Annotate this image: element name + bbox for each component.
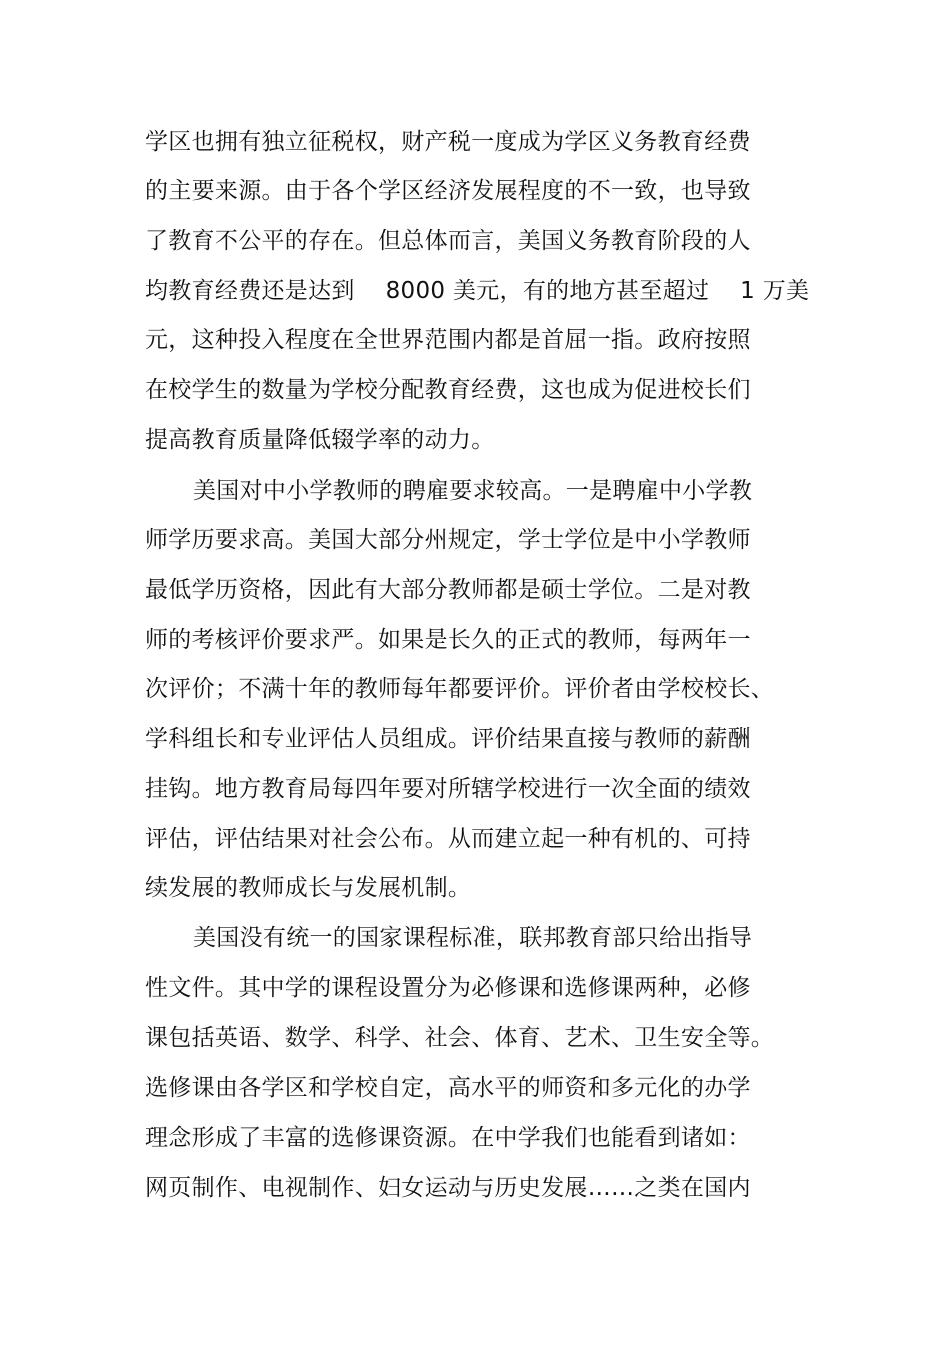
text-line: 元，这种投入程度在全世界范围内都是首屈一指。政府按照 [145, 327, 751, 353]
text-line: 师的考核评价要求严。如果是长久的正式的教师，每两年一 [145, 627, 751, 653]
text-line: 提高教育质量降低辍学率的动力。 [145, 427, 495, 453]
text-line: 评估，评估结果对社会公布。从而建立起一种有机的、可持 [145, 826, 751, 852]
text-line: 的主要来源。由于各个学区经济发展程度的不一致，也导致 [145, 178, 751, 204]
text-line: 最低学历资格，因此有大部分教师都是硕士学位。二是对教 [145, 577, 751, 603]
paragraph-start-line: 美国没有统一的国家课程标准，联邦教育部只给出指导 [193, 925, 753, 951]
text-line: 课包括英语、数学、科学、社会、体育、艺术、卫生安全等。 [145, 1025, 775, 1051]
text-line: 挂钩。地方教育局每四年要对所辖学校进行一次全面的绩效 [145, 776, 751, 802]
text-line: 理念形成了丰富的选修课资源。在中学我们也能看到诸如： [145, 1125, 751, 1151]
text-line: 学区也拥有独立征税权，财产税一度成为学区义务教育经费 [145, 129, 751, 155]
text-line: 续发展的教师成长与发展机制。 [145, 875, 472, 901]
text-line: 学科组长和专业评估人员组成。评价结果直接与教师的薪酬 [145, 726, 751, 752]
text-line: 均教育经费还是达到 8000 美元，有的地方甚至超过 1 万美 [145, 278, 810, 304]
text-line: 性文件。其中学的课程设置分为必修课和选修课两种，必修 [145, 975, 751, 1001]
text-line: 网页制作、电视制作、妇女运动与历史发展……之类在国内 [145, 1175, 751, 1201]
paragraph-start-line: 美国对中小学教师的聘雇要求较高。一是聘雇中小学教 [193, 478, 753, 504]
text-line: 次评价；不满十年的教师每年都要评价。评价者由学校校长、 [145, 676, 775, 702]
text-line: 了教育不公平的存在。但总体而言，美国义务教育阶段的人 [145, 228, 751, 254]
text-line: 选修课由各学区和学校自定，高水平的师资和多元化的办学 [145, 1075, 751, 1101]
text-line: 在校学生的数量为学校分配教育经费，这也成为促进校长们 [145, 377, 751, 403]
text-line: 师学历要求高。美国大部分州规定，学士学位是中小学教师 [145, 527, 751, 553]
